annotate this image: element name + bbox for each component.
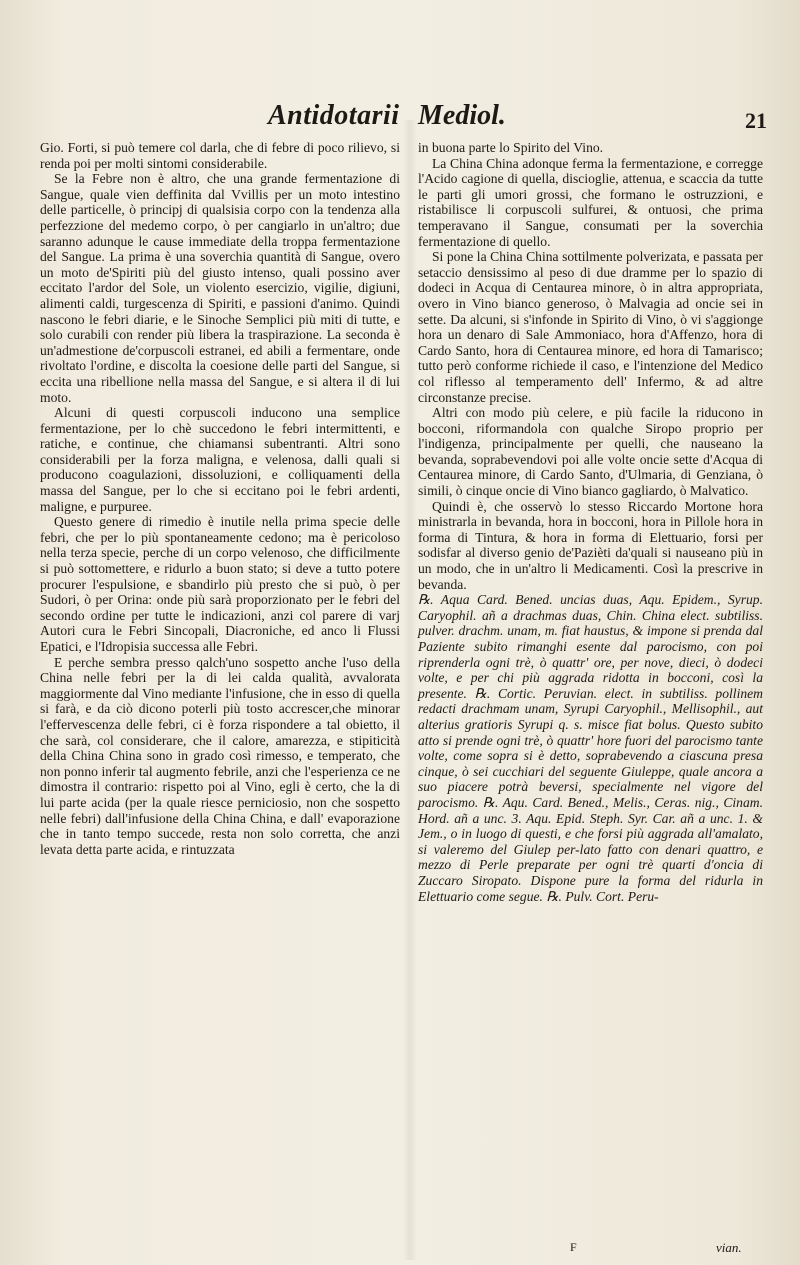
left-column: [40, 140, 400, 857]
paragraph: Si pone la China China sottilmente polverizata, e passata per setaccio densissimo al peso di due dramme per lo spazio di dodeci in Acqua di Centaurea minore, ò in altra appropriata, overo in Vino bianco generoso, ò Malvagia ad oncie sei in sette. Da alcuni, si s'infonde in Spirito di Vino, ò vi s'aggionge hora un denaro di Sale Ammoniaco, hora d'Affenzo, hora di Cardo Santo, hora di Centaurea minore, ed hora di Tamarisco; tutto però conforme richiede il caso, e l'intenzione del Medico col riflesso al temperamento dell' Infermo, & ad altre circonstanze precise.: [418, 249, 763, 405]
signature-mark: F: [570, 1240, 577, 1254]
running-head: [0, 100, 800, 136]
page-number: 21: [745, 108, 767, 133]
paragraph: Quindi è, che osservò lo stesso Riccardo Mortone hora ministrarla in bevanda, hora in bocconi, hora in Pillole hora in forma di Tintura, & hora in forma di Elettuario, forsi per sodisfar al diverso genio de'Pazièti da'quali si nauseano più in un modo, che in un'altro li Medicamenti. Così la prescrive in bevanda.: [418, 498, 763, 592]
running-title-right: Mediol.: [418, 100, 506, 131]
paragraph: Se la Febre non è altro, che una grande fermentazione di Sangue, quale vien deffinita dal Vvillis per un moto intestino delle particelle, ò principj di qualsisia corpo con la tendenza alla perfezzione del medemo corpo, ò per cangiarlo in un'altro; due saranno adunque le cause immediate della troppa fermentazione del Sangue. La prima è una soverchia quantità di Sangue, overo un moto de'Spiriti più del giusto intenso, quali possino aver eccitato l'ardor del Sole, un violento esercizio, vigilie, digiuni, alimenti caldi, turgescenza di Spiriti, e passioni d'animo. Quindi nascono le febri diarie, e le Sinoche Semplici più miti di tutte, e solo curabili con render più libera la traspirazione. La seconda è un'admestione de'corpuscoli estranei, ed abili a fermentare, onde rivoltato l'ordine, e discolta la coesione delle parti del Sangue, si eccita una ribellione nella massa del Sangue, e si altera il di lui moto.: [40, 171, 400, 405]
paragraph: La China China adonque ferma la fermentazione, e corregge l'Acido cagione di quella, discioglie, attenua, e scaccia da tutte le parti gli umori grossi, che formano le ostruzzioni, e ristabilisce li corpuscoli sulfurei, & ontuosi, che prima temperavano il Sangue, consumati per la soverchia fermentazione di quello.: [418, 155, 763, 249]
paragraph: E perche sembra presso qalch'uno sospetto anche l'uso della China nelle febri per la di lei calda qualità, avvalorata maggiormente dal Vino mediante l'infusione, che in esso di quella si farà, e da ciò dicono poterli più tosto accrescer,che minorar l'effervescenza delle febri, ci è forza rispondere a tal obietto, il che sarà, col considerare, che il calore, amarezza, e stipiticità della China China sono in grado così rimesso, e temperato, che non ponno inferir tal augmento febrile, anzi che l'esperienza ce ne dimostra il contrario: rispetto poi al Vino, egli è certo, che la di lui parte acida (per la quale riesce perniciosio, non che sospetto nelle febri) dall'infusione della China China, e dall' evaporazione che in tanto tempo succede, resta non solo corretta, che anzi levata detta parte acida, e rintuzzata: [40, 654, 400, 857]
paragraph: Gio. Forti, si può temere col darla, che di febre di poco rilievo, si renda poi per molti sintomi considerabile.: [40, 140, 400, 171]
paragraph: in buona parte lo Spirito del Vino.: [418, 140, 604, 155]
right-column: [418, 140, 763, 904]
catchword: vian.: [716, 1240, 742, 1255]
prescription-paragraph: ℞. Aqua Card. Bened. uncias duas, Aqu. Epidem., Syrup. Caryophil. añ a drachmas duas, Chin. China elect. subtiliss. pulver. drachm. unam, m. fiat haustus, & impone si prenda dal Paziente subito rimanghi esente dal parocismo, con poi riprenderla ogni trè, ò quattr' ore, per nove, dieci, ò dodeci volte, e per chi più aggrada ridotta in bocconi, così la presente. ℞. Cortic. Peruvian. elect. in subtiliss. pollinem redacti drachmam unam, Syrupi Caryophil., Mellisophil., aut alterius gratioris Syrupi q. s. misce fiat bolus. Questo subito atto si prende ogni trè, ò quattr' hore fuori del parocismo tante volte, come sopra si è detto, soprabevendo a ciascuna presa cinque, ò sei cucchiari del seguente Giuleppe, quale ancora a suo piacere potrà beversi, specialmente nel vigore del parocismo. ℞. Aqu. Card. Bened., Melis., Ceras. nig., Cinam. Hord. añ a unc. 3. Aqu. Epid. Steph. Syr. Car. añ a unc. 1. & Jem., o in luogo di questi, e che forsi più aggrada all'amalato, si valeremo del Giulep per-lato fatto con denari quattro, e mezzo di Perle preparate per ogni trè quarti d'oncia di Zuccaro Siropato. Dispone pure la forma del ridurla in Elettuario come segue. ℞. Pulv. Cort. Peru-: [418, 592, 763, 904]
paragraph: Questo genere di rimedio è inutile nella prima specie delle febri, che per lo più spontaneamente cedono; ma è pericoloso nella terza specie, perche di un corpo velenoso, che difficilmente si può sottomettere, e ridurlo a buon stato; si deve a tutto potere procurer l'espulsione, e sbandirlo più presto che si può, ò per Sudori, ò per Orina: onde più sarà proporzionato per le febri del secondo ordine per tutte le indicazioni, anzi col parere di varj Autori cura le Febri Sincopali, Diacroniche, ed anco li Flussi Epatici, e l'Idropisia successa alle Febri.: [40, 514, 400, 654]
paragraph: Altri con modo più celere, e più facile la riducono in bocconi, riformandola con qualche Siropo proprio per l'indigenza, principalmente per quelli, che nauseano la bevanda, soprabevendovi poi alle volte oncie sette d'Acqua di Centaurea minore, di Cardo Santo, d'Ulmaria, di Genziana, ò simili, ò cinque oncie di Vino bianco gagliardo, ò Malvatico.: [418, 405, 763, 499]
running-title-left: Antidotarii: [268, 100, 400, 131]
paragraph: Alcuni di questi corpuscoli inducono una semplice fermentazione, per lo chè succedono le febri intermittenti, e ratiche, e continue, che chiamansi subentranti. Altri sono considerabili per la forza maligna, e velenosa, dalli quali si producono coagulazioni, dissoluzioni, e colliquamenti della massa del Sangue, per lo che si eccitano poi le febri ardenti, maligne, e purpuree.: [40, 405, 400, 514]
page-gutter-shadow: [403, 120, 417, 1260]
